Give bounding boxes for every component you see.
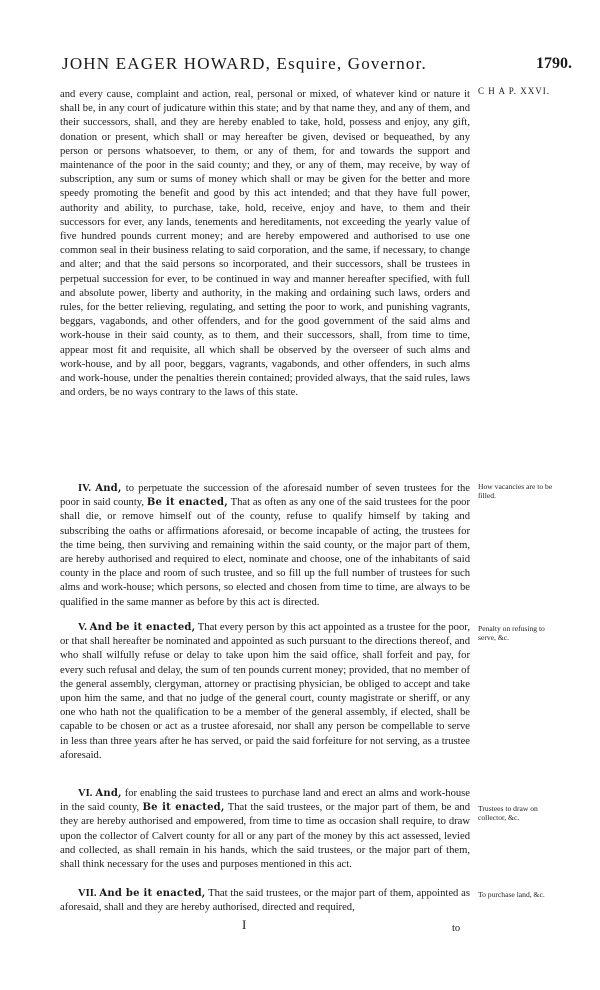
section-vii-text: That the said trustees, or the major part of them, appointed as aforesaid, shall and they are hereby authorised, directed and required, [60, 888, 470, 914]
margin-note-purchase-land: To purchase land, &c. [478, 890, 545, 899]
section-iv-number: IV. [78, 483, 92, 494]
section-vii-enacting: And be it enacted, [99, 888, 206, 899]
margin-note-trustees-draw: Trustees to draw on collector, &c. [478, 804, 538, 823]
section-iv-text-a: to perpetuate the succession of the aforesaid number of seven trustees for the poor in said county, [60, 483, 471, 509]
section-vi-text-a: for enabling the said trustees to purchase land and erect an alms and work-house in the said county, [60, 788, 470, 814]
section-iv-and: And, [95, 483, 122, 494]
catchword: to [452, 923, 461, 934]
page-header [62, 54, 572, 80]
section-v-number: V. [78, 622, 87, 633]
section-continuation-text: and every cause, complaint and action, real, personal or mixed, of whatever kind or nature it shall be, in any court of judicature within this state; and by that name they, and any of them, and their successors, shall, and they are hereby enabled to take, hold, possess and enjoy, any gift, donation or present, which shall or may hereafter be given, devised or bequeathed, by any person or persons whatsoever, to them, or any of them, for and towards the support and maintenance of the poor in the said county; and they, or any of them, may receive, by way of subscription, any sum or sums of money which shall or may be given for the better and more speedy promoting the benefit and good by this act intended; and that they have full power, authority and ability, to purchase, take, hold, receive, enjoy and have, to them and their successors for ever, any lands, tenements and hereditaments, not exceeding the yearly value of five hundred pounds current money; and are hereby empowered and authorised to use one common seal in their business relating to said corporation, and the same, if necessary, to change and alter; and that the said persons so incorporated, and their successors, shall be trustees in perpetual succession for ever, to be continued in way and manner hereafter specified, with full and absolute power, liberty and authority, in the making and ordaining such laws, orders and rules, for the better relieving, regulating, and setting the poor to work, and punishing vagrants, beggars, vagabonds, and other offenders, and for the good government of the said alms and work-house in their said county, as to them, and their successors, shall, from time to time, appear most fit and requisite, all which shall be observed by the overseer of such alms and work-house, and by all poor, beggars, vagrants, vagabonds, and other offenders, in such alms and work-house, under the penalties therein contained; provided always, that the said rules, laws and orders, be no ways contrary to the laws of this state. [60, 89, 470, 399]
page-footer [60, 917, 470, 939]
section-vi-and: And, [95, 788, 122, 799]
page-year: 1790. [536, 55, 572, 72]
section-vii-number: VII. [78, 888, 97, 899]
section-vi-text-b: That the said trustees, or the major part of them, be and they are hereby authorised and empowered, from time to time as occasion shall require, to draw upon the collector of Calvert county for all or any part of the money by this act assessed, levied and collected, as shall remain in his hands, which the said trustees, or the major part of them, shall think necessary for the uses and purposes mentioned in this act. [60, 802, 470, 871]
chapter-marker: C H A P. XXVI. [478, 86, 551, 96]
section-iv-enacting: Be it enacted, [146, 497, 228, 509]
section-v-text: That every person by this act appointed as a trustee for the poor, or that shall hereafter be nominated and appointed as such pursuant to the directions thereof, and who shall wilfully refuse or delay to take upon him the said office, shall forfeit and pay, for every such refusal and delay, the sum of ten pounds current money; provided, that no member of the general assembly, clergyman, attorney or practising physician, be obliged to accept and take upon him the same, and that no judge of the general court, county magistrate or sheriff, or any one who hath not the qualification to be a member of the general assembly, if elected, shall be capable to be chosen or act as a trustee aforesaid, nor shall any person be compellable to serve in less than three years after he has served, or paid the said forfeiture for not serving, as a trustee aforesaid. [60, 622, 471, 761]
margin-note-penalty: Penalty on refusing to serve, &c. [478, 624, 545, 643]
section-v-enacting: And be it enacted, [89, 622, 196, 633]
signature-mark: I [242, 917, 247, 932]
section-continuation [60, 88, 470, 400]
section-iv [60, 482, 470, 610]
section-vii [60, 887, 470, 915]
section-v [60, 621, 470, 763]
section-vi-number: VI. [78, 788, 93, 799]
margin-note-vacancies: How vacancies are to be filled. [478, 482, 553, 501]
section-vi-enacting: Be it enacted, [142, 802, 225, 814]
running-head: JOHN EAGER HOWARD, Esquire, Governor. [62, 54, 428, 73]
section-vi [60, 787, 470, 872]
section-iv-text-b: That as often as any one of the said trustees for the poor shall die, or remove himself out of the county, refuse to qualify himself by taking and subscribing the oaths or affirmations aforesaid, or become incapable of acting, the trustees for the time being, then surviving and remaining within the said county, or the major part of them, are hereby authorised and required to elect, nominate and choose, one of the inhabitants of said county in the place and room of such trustee, and so fill up the full number of trustees for such alms and work-house; which persons, so elected and chosen from time to time, are always to be qualified in the same manner as before by this act is directed. [60, 497, 471, 608]
